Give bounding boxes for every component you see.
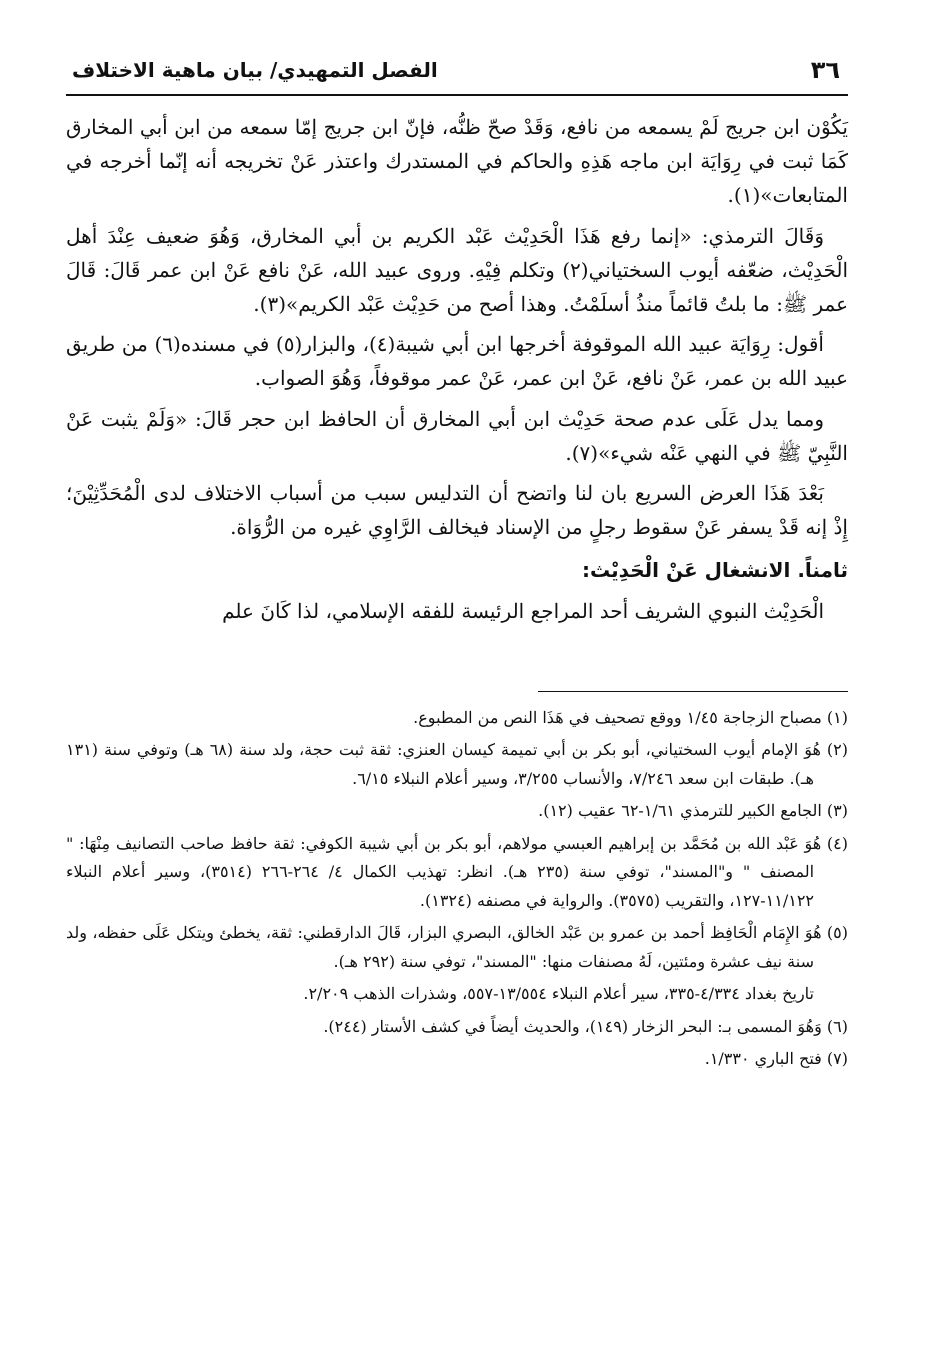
footnote-continuation: تاريخ بغداد ٤/٣٣٤-٣٣٥، سير أعلام النبلاء ١٣/٥٥٤-٥٥٧، وشذرات الذهب ٢/٢٠٩. (303, 984, 814, 1004)
section-heading: ثامناً. الانشغال عَنْ الْحَدِيْث: (582, 558, 848, 583)
running-header (66, 56, 848, 96)
main-text (66, 110, 848, 629)
footnote: (٧) فتح الباري ١/٣٣٠. (704, 1049, 848, 1069)
footnote: (٦) وَهُوَ المسمى بـ: البحر الزخار (١٤٩)، والحديث أيضاً في كشف الأستار (٢٤٤). (323, 1016, 848, 1036)
paragraph: بَعْدَ هَذَا العرض السريع بان لنا واتضح أن التدليس سبب من أسباب الاختلاف لدى الْمُحَدِّثِيْنَ؛ إِذْ إنه قَدْ يسفر عَنْ سقوط رجلٍ من الإسناد فيخالف الرَّاوِي غيره من الرُّوَاة. (66, 481, 848, 540)
paragraph: الْحَدِيْث النبوي الشريف أحد المراجع الرئيسة للفقه الإسلامي، لذا كَانَ علم (222, 599, 824, 624)
paragraph: أقول: رِوَايَة عبيد الله الموقوفة أخرجها ابن أبي شيبة(٤)، والبزار(٥) في مسنده(٦) من طريق عبيد الله بن عمر، عَنْ نافع، عَنْ ابن عمر، عَنْ عمر موقوفاً، وَهُوَ الصواب. (66, 332, 848, 391)
page (66, 56, 848, 1078)
footnote-separator (538, 691, 848, 692)
paragraph: يَكُوْن ابن جريج لَمْ يسمعه من نافع، وَقَدْ صحّ ظنُّه، فإنّ ابن جريج إمّا سمعه من ابن أبي المخارق كَمَا ثبت في رِوَايَة ابن ماجه هَذِهِ والحاكم في المستدرك واعتذر عَنْ تخريجه أنه إنّما أخرجه في المتابعات»(١). (66, 115, 848, 208)
footnote: (٤) هُوَ عَبْد الله بن مُحَمَّد بن إبراهيم العبسي مولاهم، أبو بكر بن أبي شيبة الكوفي: ثقة حافظ صاحب التصانيف مِنْهَا: " المصنف " و"المسند"، توفي سنة (٢٣٥ هـ). انظر: تهذيب الكمال ٤/ ٢٦٤-٢٦٦ (٣٥١٤)، وسير أعلام النبلاء ١١/١٢٢-١٢٧، والتقريب (٣٥٧٥). والرواية في مصنفه (١٣٢٤). (66, 833, 848, 910)
footnote: (١) مصباح الزجاجة ١/٤٥ ووقع تصحيف في هَذَا النص من المطبوع. (413, 707, 848, 727)
chapter-title: الفصل التمهيدي/ بيان ماهية الاختلاف (72, 58, 438, 82)
footnote: (٥) هُوَ الإِمَام الْحَافِظ أحمد بن عمرو بن عَبْد الخالق، البصري البزار، قَالَ الدارقطني: ثقة، يخطئ ويتكل عَلَى حفظه، ولد سنة نيف عشرة ومئتين، لَهُ مصنفات منها: "المسند"، توفي سنة (٢٩٢ هـ). (66, 923, 848, 971)
paragraph: ومما يدل عَلَى عدم صحة حَدِيْث ابن أبي المخارق أن الحافظ ابن حجر قَالَ: «وَلَمْ يثبت عَنْ النَّبِيّ ﷺ في النهي عَنْه شيء»(٧). (66, 406, 848, 465)
footnotes (66, 704, 848, 1074)
paragraph: وَقَالَ الترمذي: «إنما رفع هَذَا الْحَدِيْث عَبْد الكريم بن أبي المخارق، وَهُوَ ضعيف عِنْدَ أهل الْحَدِيْث، ضعّفه أيوب السختياني(٢) وتكلم فِيْهِ. وروى عبيد الله، عَنْ نافع عَنْ ابن عمر قَالَ: قَالَ عمر ﷺ: ما بلتُ قائماً منذُ أسلَمْتُ. وهذا أصح من حَدِيْث عَبْد الكريم»(٣). (66, 223, 849, 317)
footnote: (٢) هُوَ الإمام أيوب السختياني، أبو بكر بن أبي تميمة كيسان العنزي: ثقة ثبت حجة، ولد سنة (٦٨ هـ) وتوفي سنة (١٣١ هـ). طبقات ابن سعد ٧/٢٤٦، والأنساب ٣/٢٥٥، وسير أعلام النبلاء ٦/١٥. (66, 740, 848, 788)
page-number: ٣٦ (810, 56, 840, 84)
footnote: (٣) الجامع الكبير للترمذي ١/٦١-٦٢ عقيب (١٢). (538, 801, 848, 821)
